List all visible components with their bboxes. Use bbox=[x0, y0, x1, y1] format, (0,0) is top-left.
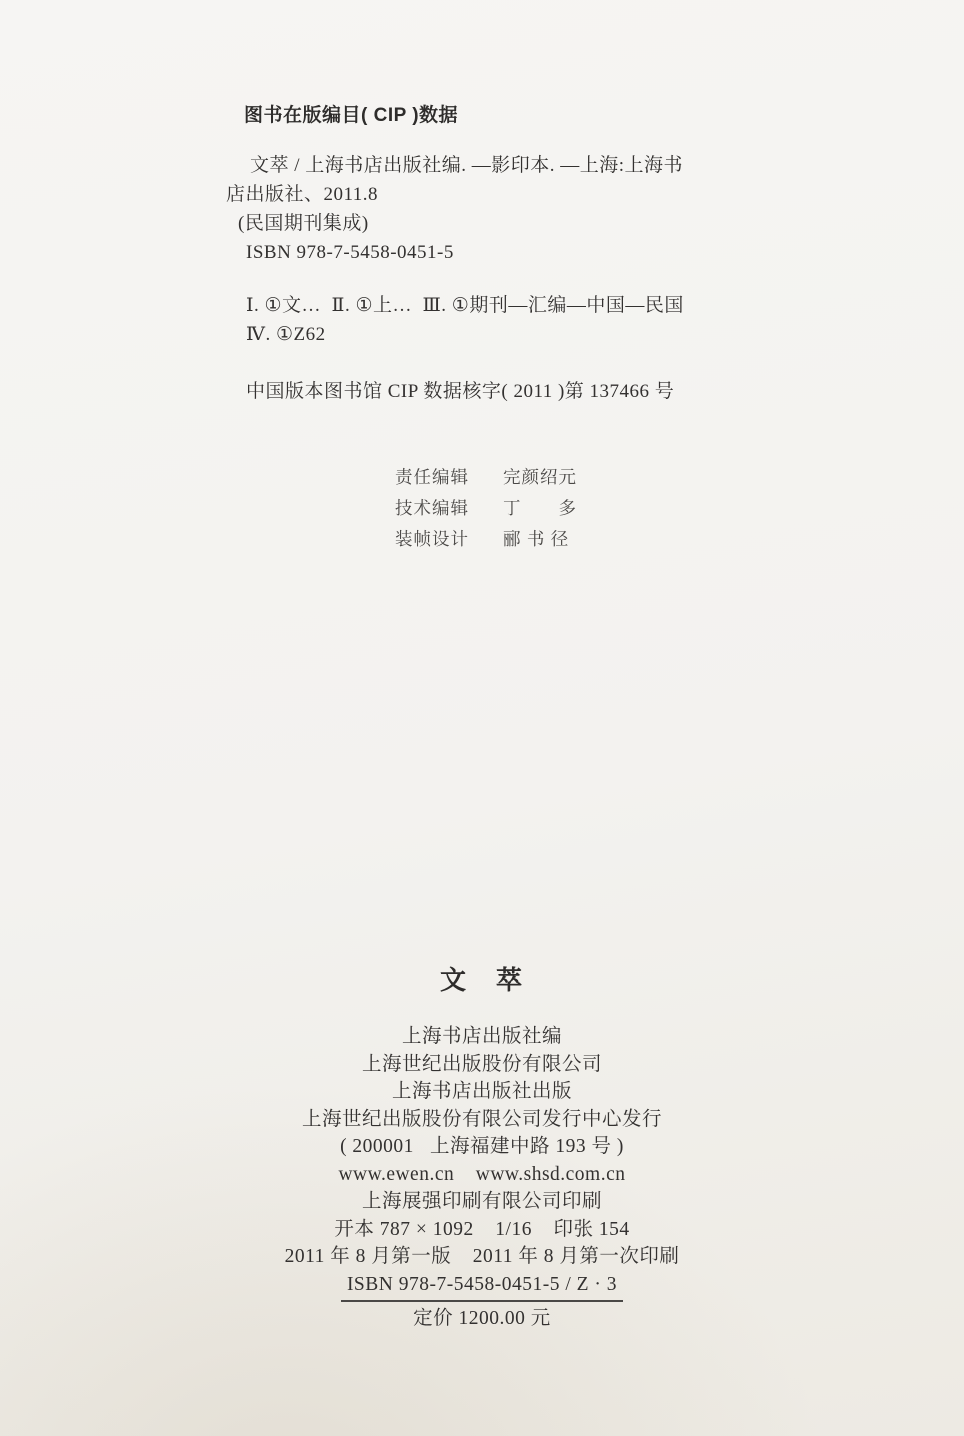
colophon-isbn-wrap bbox=[0, 1272, 964, 1302]
colophon-format-line: 开本 787 × 1092 1/16 印张 154 bbox=[334, 1218, 630, 1240]
colophon-publisher-line: 上海书店出版社出版 bbox=[391, 1081, 572, 1102]
colophon-printer-line: 上海展强印刷有限公司印刷 bbox=[361, 1191, 602, 1212]
cip-description-line-1: 文萃 / 上海书店出版社编. —影印本. —上海:上海书 bbox=[250, 155, 684, 176]
staff-row-responsible-editor bbox=[395, 462, 577, 493]
staff-role-label: 技术编辑 bbox=[395, 498, 469, 518]
cip-data-block bbox=[226, 100, 786, 406]
staff-role-label: 责任编辑 bbox=[395, 467, 469, 487]
cip-classification-line-2: Ⅳ. ①Z62 bbox=[246, 324, 326, 345]
colophon-websites-line: www.ewen.cn www.shsd.com.cn bbox=[338, 1163, 626, 1185]
staff-name: 丁 多 bbox=[503, 498, 577, 518]
colophon-publishing-group-line: 上海世纪出版股份有限公司 bbox=[361, 1053, 602, 1075]
colophon-block bbox=[0, 960, 964, 1332]
staff-row-technical-editor bbox=[395, 493, 577, 524]
colophon-isbn-line: ISBN 978-7-5458-0451-5 / Z · 3 bbox=[341, 1272, 623, 1302]
cip-isbn: ISBN 978-7-5458-0451-5 bbox=[246, 242, 454, 263]
colophon-price-line: 定价 1200.00 元 bbox=[413, 1307, 551, 1329]
cip-description-line-2: 店出版社、2011.8 bbox=[226, 184, 379, 205]
staff-name: 完颜绍元 bbox=[503, 467, 577, 487]
colophon-editor-line: 上海书店出版社编 bbox=[401, 1026, 562, 1047]
book-title: 文 萃 bbox=[439, 965, 524, 995]
cip-record-number: 中国版本图书馆 CIP 数据核字( 2011 )第 137466 号 bbox=[246, 381, 675, 402]
staff-role-label: 装帧设计 bbox=[395, 529, 469, 549]
cip-header: 图书在版编目( CIP )数据 bbox=[244, 105, 459, 126]
cip-classification-line-1: Ⅰ. ①文… Ⅱ. ①上… Ⅲ. ①期刊—汇编—中国—民国 bbox=[246, 295, 684, 316]
colophon-edition-line: 2011 年 8 月第一版 2011 年 8 月第一次印刷 bbox=[284, 1246, 680, 1267]
colophon-distributor-line: 上海世纪出版股份有限公司发行中心发行 bbox=[301, 1108, 662, 1130]
staff-name: 郦 书 径 bbox=[503, 529, 570, 549]
staff-credits-block bbox=[395, 462, 577, 555]
cip-series-note: (民国期刊集成) bbox=[238, 213, 369, 234]
colophon-address-line: ( 200001 上海福建中路 193 号 ) bbox=[340, 1136, 624, 1157]
staff-row-binding-designer bbox=[395, 524, 577, 555]
